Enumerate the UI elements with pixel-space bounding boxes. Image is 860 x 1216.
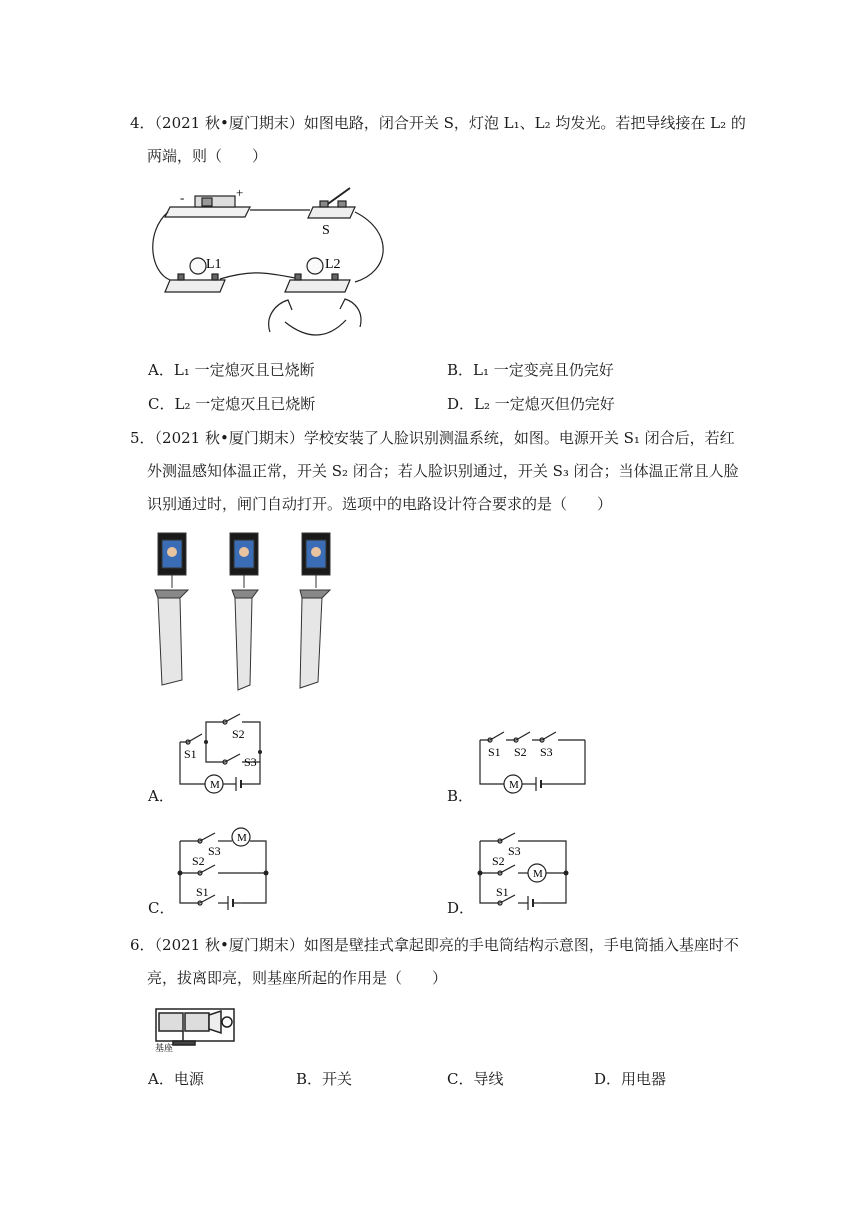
q5-a-s3-label: S3 — [244, 755, 257, 769]
q5-b-s3-label: S3 — [540, 745, 553, 759]
q5-circuit-b[interactable] — [470, 722, 590, 797]
q4-lamp1-label: L1 — [206, 257, 222, 272]
q5-c-motor-label: M — [237, 832, 247, 844]
q5-stem-line1: 5．（2021 秋•厦门期末）学校安装了人脸识别测温系统，如图。电源开关 S₁ 闭合后，若红 — [130, 429, 735, 447]
q4-plus-label: + — [236, 185, 244, 200]
q4-stem-line1: 4．（2021 秋•厦门期末）如图电路，闭合开关 S，灯泡 L₁、L₂ 均发光。若把导线接在 L₂ 的 — [130, 114, 746, 132]
q4-switch-label: S — [322, 223, 330, 238]
q5-option-d-label[interactable]: D． — [447, 899, 475, 917]
q6-base-label: 基座 — [155, 1043, 174, 1053]
q4-minus-label: - — [180, 190, 185, 205]
q5-a-s1-label: S1 — [184, 747, 197, 761]
q5-circuit-d[interactable] — [470, 823, 580, 913]
q6-option-b[interactable]: B．开关 — [296, 1070, 353, 1088]
q6-stem-line2: 亮，拔离即亮，则基座所起的作用是（ ） — [147, 969, 448, 987]
q5-d-s1-label: S1 — [496, 885, 509, 899]
q5-option-b-label[interactable]: B． — [447, 787, 474, 805]
q4-option-b[interactable]: B．L₁ 一定变亮且仍完好 — [447, 361, 614, 379]
q5-c-s1-label: S1 — [196, 885, 209, 899]
q5-d-motor-label: M — [533, 868, 543, 880]
q6-stem-line1: 6．（2021 秋•厦门期末）如图是壁挂式拿起即亮的手电筒结构示意图，手电筒插入基座时不 — [130, 936, 739, 954]
q5-a-motor-label: M — [210, 779, 220, 791]
q4-stem-line2: 两端，则（ ） — [147, 147, 268, 165]
q5-d-s2-label: S2 — [492, 854, 505, 868]
q5-c-s2-label: S2 — [192, 854, 205, 868]
q5-stem-line2: 外测温感知体温正常，开关 S₂ 闭合；若人脸识别通过，开关 S₃ 闭合；当体温正常且人脸 — [147, 462, 739, 480]
q5-circuit-c[interactable] — [170, 823, 280, 913]
q6-option-c[interactable]: C．导线 — [447, 1070, 504, 1088]
q5-option-c-label[interactable]: C． — [148, 899, 175, 917]
q5-b-s1-label: S1 — [488, 745, 501, 759]
q5-gate-photo — [150, 530, 340, 695]
q5-a-s2-label: S2 — [232, 727, 245, 741]
q4-option-d[interactable]: D．L₂ 一定熄灭但仍完好 — [447, 395, 615, 413]
q5-circuit-a[interactable] — [170, 712, 280, 797]
q5-option-a-label[interactable]: A． — [148, 787, 174, 805]
q5-d-s3-label: S3 — [508, 844, 521, 858]
q5-c-s3-label: S3 — [208, 844, 221, 858]
q4-circuit-figure — [150, 182, 390, 342]
q5-stem-line3: 识别通过时，闸门自动打开。选项中的电路设计符合要求的是（ ） — [147, 495, 613, 513]
q6-option-a[interactable]: A．电源 — [148, 1070, 204, 1088]
q4-lamp2-label: L2 — [325, 257, 341, 272]
q4-option-a[interactable]: A．L₁ 一定熄灭且已烧断 — [148, 361, 315, 379]
q5-b-motor-label: M — [509, 779, 519, 791]
q4-option-c[interactable]: C．L₂ 一定熄灭且已烧断 — [148, 395, 316, 413]
q6-flashlight-figure — [153, 1003, 243, 1053]
q6-option-d[interactable]: D．用电器 — [594, 1070, 667, 1088]
q5-b-s2-label: S2 — [514, 745, 527, 759]
